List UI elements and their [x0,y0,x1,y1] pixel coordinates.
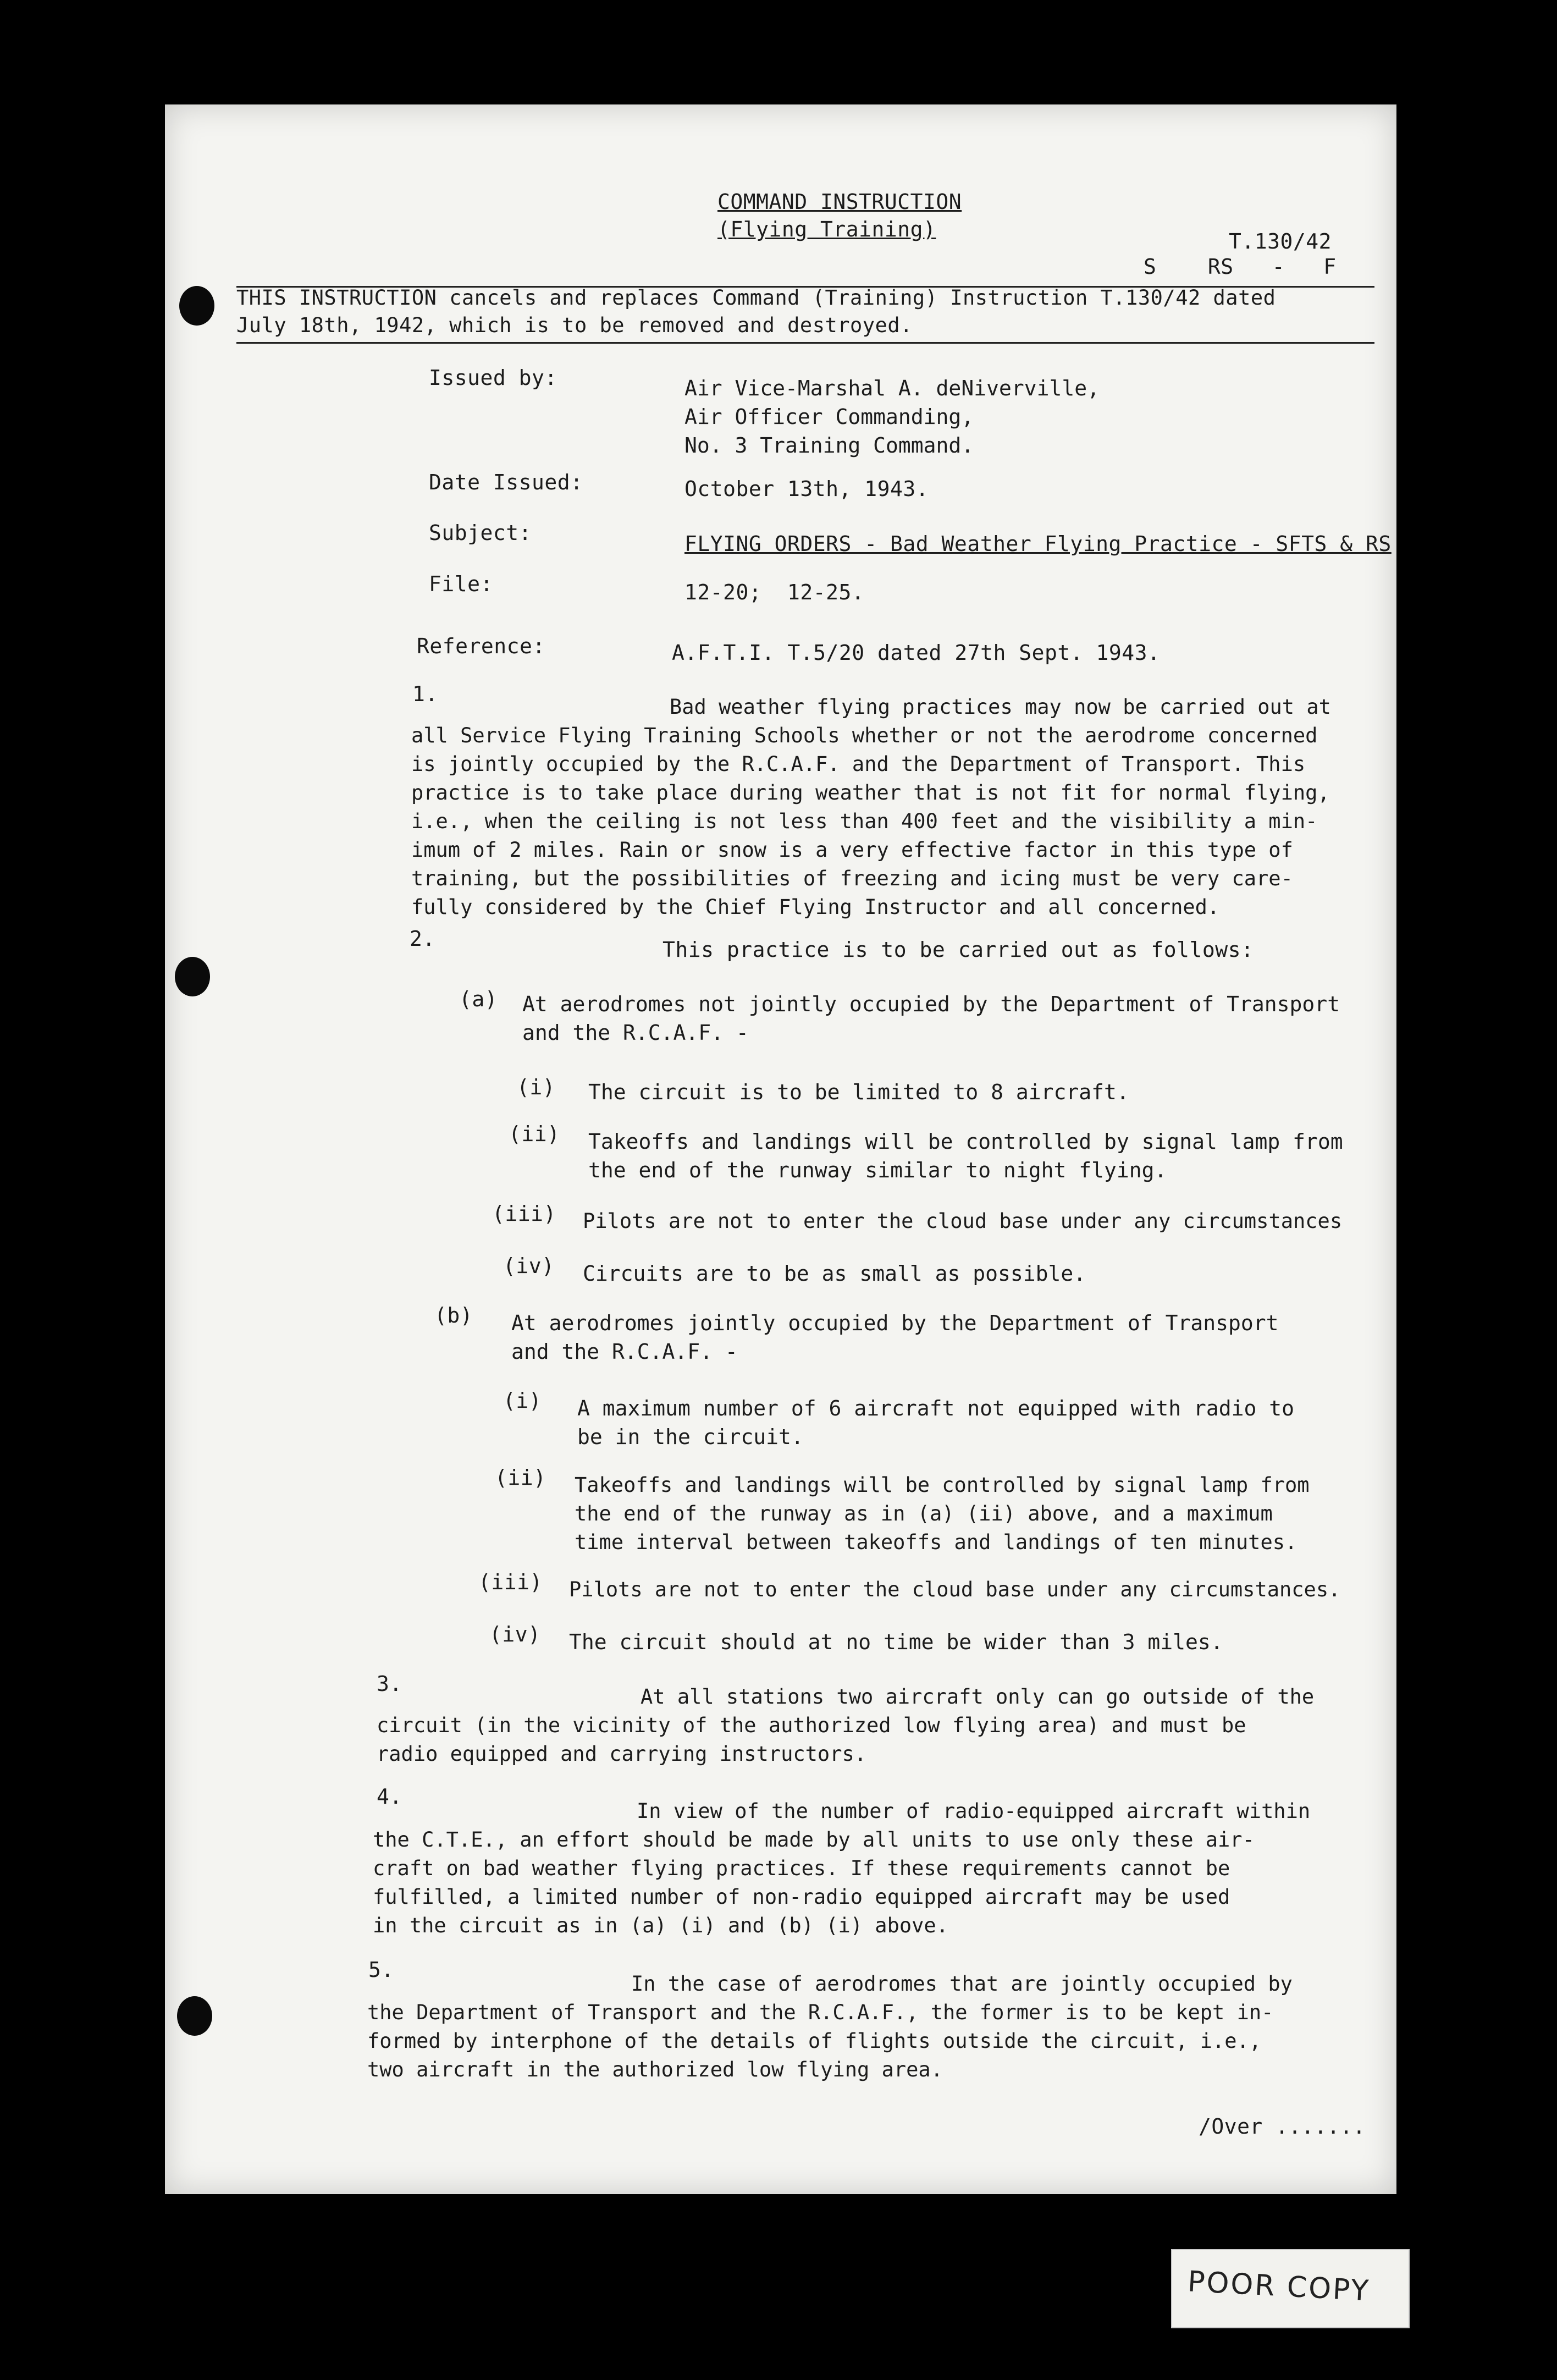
cancels-notice-line-2: July 18th, 1942, which is to be removed and destroyed. [236,313,913,337]
clause-b-item: The circuit should at no time be wider than 3 miles. [569,1630,1223,1654]
reference-number: T.130/42 [1229,229,1332,254]
clause-a-label: (a) [459,987,498,1011]
distribution-codes: S RS - F [1144,255,1337,279]
document-title: COMMAND INSTRUCTION [717,190,962,214]
clause-a-item: Circuits are to be as small as possible. [583,1261,1086,1286]
subject-value: FLYING ORDERS - Bad Weather Flying Practice - SFTS & RS [684,532,1392,556]
document-subtitle: (Flying Training) [717,217,936,241]
subject-label: Subject: [429,521,532,545]
clause-a-item-number: (ii) [509,1122,560,1146]
paragraph-2-intro: This practice is to be carried out as follows: [662,938,1254,962]
clause-b-item: Pilots are not to enter the cloud base under any circumstances. [569,1578,1341,1601]
clause-a-item-number: (iii) [492,1202,556,1226]
paragraph-1-number: 1. [412,682,438,706]
continued-over-note: /Over ....... [1199,2114,1366,2139]
clause-b-item-number: (ii) [495,1466,546,1490]
poor-copy-label: POOR COPY [1186,2265,1371,2308]
document-page [165,104,1396,2194]
reference-label: Reference: [417,634,545,658]
reference-value: A.F.T.I. T.5/20 dated 27th Sept. 1943. [672,641,1161,665]
clause-a-item-number: (i) [517,1075,556,1099]
paragraph-2-number: 2. [410,927,435,951]
clause-a-item: The circuit is to be limited to 8 aircraft. [588,1080,1129,1104]
poor-copy-stamp [1171,2249,1410,2328]
punch-hole [177,1996,212,2036]
punch-hole [179,286,214,326]
paragraph-3-number: 3. [377,1672,402,1696]
clause-b-label: (b) [434,1303,473,1327]
clause-b-item-number: (iii) [478,1570,543,1594]
clause-b-item-number: (iv) [489,1622,541,1646]
issued-by-label: Issued by: [429,366,557,390]
notice-rule-bottom [236,342,1374,344]
clause-a-item: Pilots are not to enter the cloud base under any circumstances [583,1209,1343,1233]
clause-a-item: Takeoffs and landings will be controlled by signal lamp from the end of the runway similar to night flying. [588,1130,1343,1182]
clause-b-item: A maximum number of 6 aircraft not equipped with radio to be in the circuit. [577,1396,1295,1449]
paragraph-4: In view of the number of radio-equipped aircraft within the C.T.E., an effort should be made by all units to use only these air- craft on bad weather flying practices. If these requirements cannot be fulfilled, a limited number of non-radio equipped aircraft may be used in the circuit as in (a) (i) and (b) (i) above. [373,1799,1311,1937]
clause-b-text: At aerodromes jointly occupied by the Department of Transport and the R.C.A.F. - [511,1311,1279,1364]
paragraph-5: In the case of aerodromes that are jointly occupied by the Department of Transport and the R.C.A.F., the former is to be kept in- formed by interphone of the details of flights outside the circuit, i.e., two aircraft in the authorized low flying area. [367,1972,1293,2081]
paragraph-4-number: 4. [377,1784,402,1809]
clause-a-text: At aerodromes not jointly occupied by the Department of Transport and the R.C.A.F. - [522,992,1340,1045]
cancels-notice-line-1: THIS INSTRUCTION cancels and replaces Command (Training) Instruction T.130/42 dated [236,286,1276,310]
file-label: File: [429,572,493,596]
date-issued-value: October 13th, 1943. [684,477,929,501]
punch-hole [175,957,210,996]
paragraph-3: At all stations two aircraft only can go outside of the circuit (in the vicinity of the authorized low flying area) and must be radio equipped and carrying instructors. [377,1685,1315,1766]
date-issued-label: Date Issued: [429,470,583,494]
file-value: 12-20; 12-25. [684,580,865,604]
issued-by-value: Air Vice-Marshal A. deNiverville, Air Officer Commanding, No. 3 Training Command. [684,376,1100,458]
paragraph-1: Bad weather flying practices may now be carried out at all Service Flying Training Schools whether or not the aerodrome concerned is jointly occupied by the R.C.A.F. and the Department of Transport. This practice is to take place during weather that is not fit for normal flying, i.e., when the ceiling is not less than 400 feet and the visibility a min- imum of 2 miles. Rain or snow is a very effective factor in this type of training, but the possibilities of freezing and icing must be very care- fully considered by the Chief Flying Instructor and all concerned. [411,695,1331,919]
paragraph-5-number: 5. [368,1958,394,1982]
clause-b-item: Takeoffs and landings will be controlled by signal lamp from the end of the runway as in (a) (ii) above, and a maximum time interval between takeoffs and landings of ten minutes. [575,1473,1310,1554]
clause-b-item-number: (i) [503,1389,542,1413]
clause-a-item-number: (iv) [503,1254,555,1278]
